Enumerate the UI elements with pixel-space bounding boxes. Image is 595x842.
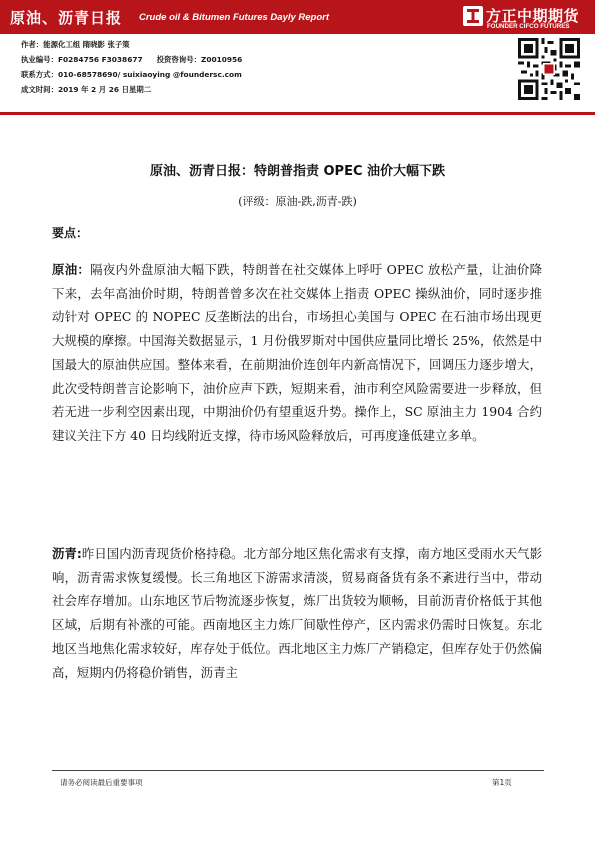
contact-line: 联系方式：010-68578690/ suixiaoying @foundersc.com bbox=[21, 70, 242, 79]
qr-code-icon bbox=[518, 38, 580, 100]
logo-mark-icon bbox=[462, 5, 484, 27]
logo-text-en: FOUNDER CIFCO FUTURES bbox=[487, 23, 570, 30]
crude-oil-label: 原油： bbox=[52, 262, 91, 277]
rating-line: (评级：原油-跌,沥青-跌) bbox=[238, 195, 357, 208]
consult-number: 投资咨询号：Z0010956 bbox=[156, 55, 243, 64]
report-series-subtitle: Crude oil & Bitumen Futures Dayly Report bbox=[139, 12, 330, 23]
authors-line: 作者：能源化工组 隋晓影 张子策 bbox=[21, 40, 130, 49]
crude-oil-text: 隔夜内外盘原油大幅下跌，特朗普在社交媒体上呼吁 OPEC 放松产量，让油价降下来，去年高油价时期，特朗普曾多次在社交媒体上指责 OPEC 操纵油价，同时逐步推动针对 OPEC 的 NOPEC 反垄断法的出台，市场担心美国与 OPEC 在石油市场出现更大规模的摩擦。中国海关数据显示，1 月份俄罗斯对中国供应量同比增长 25%，依然是中国最大的原油供应国。整体来看，在前期油价连创年内新高情况下，回调压力逐步增大，此次受特朗普言论影响下，油价应声下跌，短期来看，油市利空风险需要进一步释放，但若无进一步利空因素出现，中期油价仍有望重返升势。操作上，SC 原油主力 1904 合约建议关注下方 40 日均线附近支撑，待市场风险释放后，可再度逢低建立多单。 bbox=[52, 262, 542, 443]
footer-divider bbox=[52, 770, 544, 771]
crude-oil-paragraph bbox=[52, 258, 542, 448]
key-points-heading: 要点： bbox=[52, 226, 89, 240]
bitumen-text: 昨日国内沥青现货价格持稳。北方部分地区焦化需求有支撑，南方地区受雨水天气影响，沥青需求恢复缓慢。长三角地区下游需求清淡，贸易商备货有条不紊进行当中，带动社会库存增加。山东地区节后物流逐步恢复，炼厂出货较为顺畅，目前沥青价格低于其他区域，后期有补涨的可能。西南地区主力炼厂间歇性停产，区内需求仍需时日恢复。东北地区当地焦化需求较好，库存处于低位。西北地区主力炼厂产销稳定，但库存处于仍然偏高，短期内仍将稳价销售，沥青主 bbox=[52, 546, 543, 680]
page-title: 原油、沥青日报：特朗普指责 OPEC 油价大幅下跌 bbox=[149, 164, 446, 179]
footer-disclaimer: 请务必阅读最后重要事项 bbox=[60, 778, 143, 787]
logo-text-cn: 方正中期期货 bbox=[486, 7, 580, 25]
bitumen-paragraph bbox=[52, 542, 542, 684]
date-line: 成文时间：2019 年 2 月 26 日星期二 bbox=[21, 85, 152, 94]
license-number: 执业编号：F0284756 F3038677 bbox=[21, 55, 143, 64]
license-line bbox=[21, 54, 242, 65]
page-number: 第1页 bbox=[492, 778, 512, 787]
bitumen-label: 沥青: bbox=[52, 546, 82, 561]
company-logo bbox=[462, 4, 592, 32]
header-divider bbox=[0, 112, 595, 115]
report-series-title: 原油、沥青日报 bbox=[10, 9, 123, 27]
